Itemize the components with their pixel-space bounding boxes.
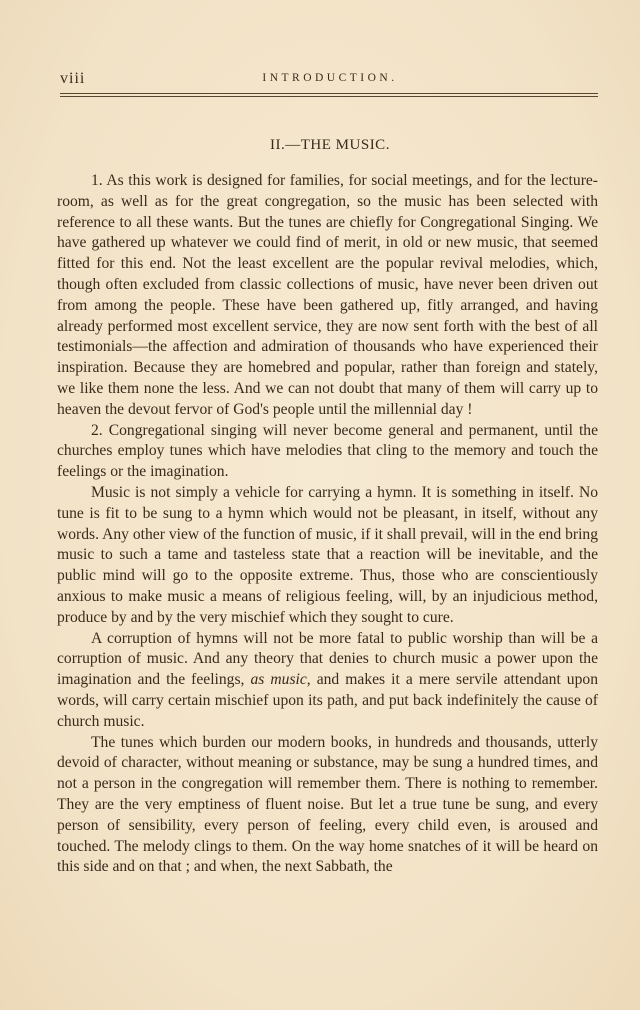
paragraph-3: Music is not simply a vehicle for carrying a hymn. It is something in itself. No tune is fit to be sung to a hymn which would not be pleasant, in itself, without any words. Any other view of the function of music, if it shall prevail, will in the end bring music to such a tame and tasteless state that a reaction will be inevitable, and the public mind will go to the opposite extreme. Thus, those who are conscientiously anxious to make music a means of religious feeling, will, by an injudicious method, produce by and by the very mischief which they sought to cure. <box>57 483 598 626</box>
paragraph-4-part-1: A corruption of hymns will not be more fatal to public worship than will be a corruption of music. And any theory that denies to church music a power upon the imagination and the feelings, <box>57 629 598 689</box>
paragraph-4 <box>57 629 598 733</box>
paragraph-4-part-2: , and makes it a mere servile attendant upon words, will carry certain mischief upon its path, and put back indefinitely the cause of church music. <box>57 671 598 730</box>
paragraph-4-italic-phrase: as music <box>250 671 307 689</box>
section-title: II.—THE MUSIC. <box>270 137 390 153</box>
body-text <box>57 171 598 878</box>
running-head: INTRODUCTION. <box>262 72 398 84</box>
header-rule <box>60 93 598 97</box>
paragraph-5: The tunes which burden our modern books, in hundreds and thousands, utterly devoid of character, without meaning or substance, may be sung a hundred times, and not a person in the congregation will remember them. There is nothing to remember. They are the very emptiness of fluent noise. But let a true tune be sung, and every person of sensibility, every person of feeling, every child even, is aroused and touched. The melody clings to them. On the way home snatches of it will be heard on this side and on that ; and when, the next Sabbath, the <box>57 733 598 876</box>
page-header <box>60 70 600 90</box>
paragraph-2: 2. Congregational singing will never become general and permanent, until the churches employ tunes which have melodies that cling to the memory and touch the feelings or the imagination. <box>57 421 598 481</box>
page-number: viii <box>60 70 86 87</box>
paragraph-1: 1. As this work is designed for families, for social meetings, and for the lecture-room, as well as for the great congregation, so the music has been selected with reference to all these wants. But the tunes are chiefly for Congregational Singing. We have gathered up whatever we could find of merit, in old or new music, that seemed fitted for this end. Not the least excellent are the popular revival melodies, which, though often excluded from classic collections of music, have never been driven out from among the people. These have been gathered up, fitly arranged, and having already performed most excellent service, they are now sent forth with the best of all testimonials—the affection and admiration of thousands who have experienced their inspiration. Because they are homebred and popular, rather than foreign and stately, we like them none the less. And we can not doubt that many of them will carry up to heaven the devout fervor of God's people until the millennial day ! <box>57 172 598 418</box>
